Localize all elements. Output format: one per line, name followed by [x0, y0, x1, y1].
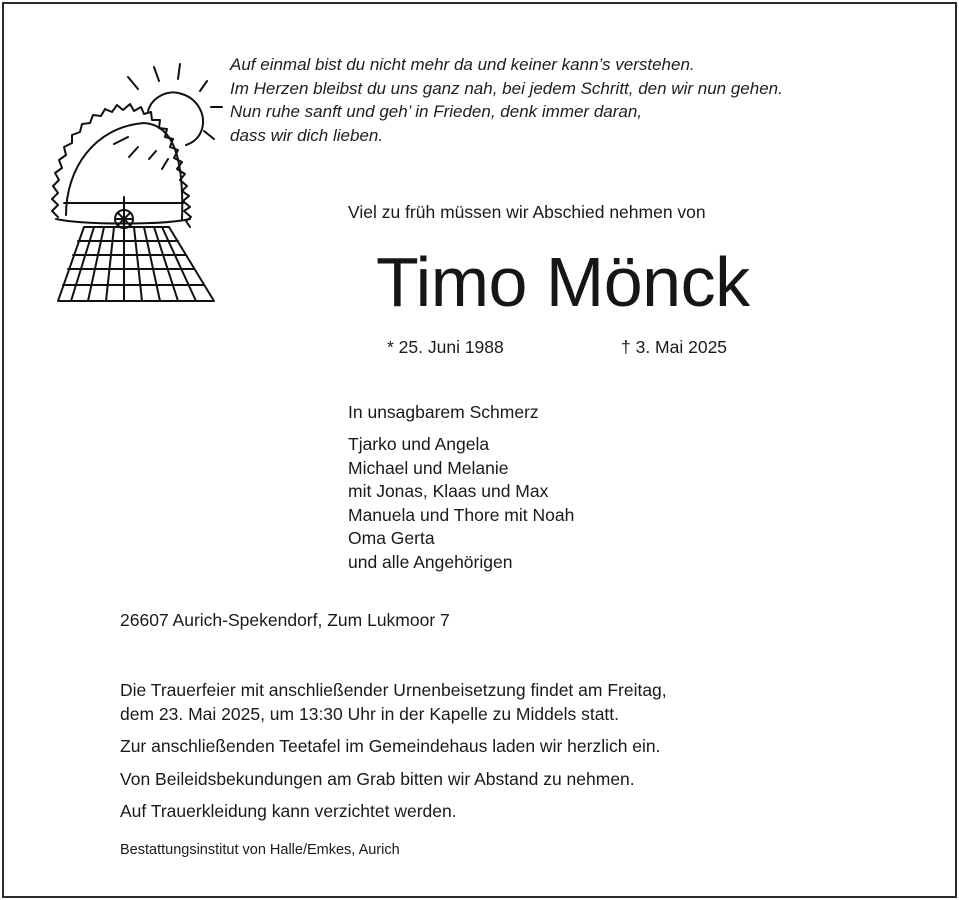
family-list	[348, 433, 574, 574]
family-member: Manuela und Thore mit Noah	[348, 504, 575, 525]
tea-invitation: Zur anschließenden Teetafel im Gemeindehaus laden wir herzlich ein.	[120, 736, 661, 756]
family-member: mit Jonas, Klaas und Max	[348, 481, 549, 501]
funeral-notice	[120, 679, 667, 726]
family-member: Tjarko und Angela	[348, 434, 490, 454]
undertaker-name: Bestattungsinstitut von Halle/Emkes, Aurich	[120, 842, 400, 858]
sun-over-hill-with-path-icon	[44, 59, 234, 309]
family-member: Oma Gerta	[348, 528, 435, 548]
birth-date: * 25. Juni 1988	[387, 337, 504, 357]
death-date: † 3. Mai 2025	[621, 337, 728, 357]
poem-line: Im Herzen bleibst du uns ganz nah, bei jedem Schritt, den wir nun gehen.	[230, 78, 783, 98]
family-address: 26607 Aurich-Spekendorf, Zum Lukmoor 7	[120, 610, 450, 630]
intro-text: Viel zu früh müssen wir Abschied nehmen von	[348, 202, 706, 222]
family-member: und alle Angehörigen	[348, 551, 513, 572]
dress-code-note: Auf Trauerkleidung kann verzichtet werden.	[120, 801, 457, 821]
mourning-text: In unsagbarem Schmerz	[348, 402, 539, 422]
notice-line: Die Trauerfeier mit anschließender Urnenbeisetzung findet am Freitag,	[120, 680, 667, 700]
poem-line: dass wir dich lieben.	[230, 125, 384, 145]
poem-line: Nun ruhe sanft und geh’ in Frieden, denk immer daran,	[230, 102, 643, 121]
notice-line: dem 23. Mai 2025, um 13:30 Uhr in der Kapelle zu Middels statt.	[120, 703, 620, 724]
poem	[230, 53, 783, 147]
poem-line: Auf einmal bist du nicht mehr da und keiner kann’s verstehen.	[230, 55, 695, 74]
family-member: Michael und Melanie	[348, 457, 509, 478]
obituary-card	[2, 2, 957, 898]
deceased-name: Timo Mönck	[376, 243, 750, 321]
condolence-note: Von Beileidsbekundungen am Grab bitten wir Abstand zu nehmen.	[120, 769, 635, 789]
